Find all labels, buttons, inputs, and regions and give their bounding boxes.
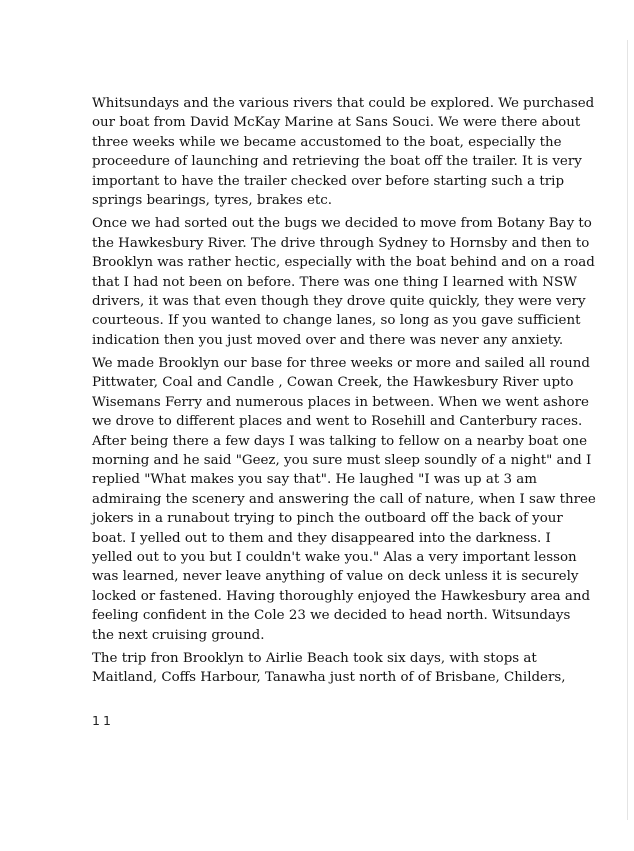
text-line: replied "What makes you say that". He laughed "I was up at 3 am <box>92 472 537 488</box>
text-line: the next cruising ground. <box>92 627 265 643</box>
text-line: indication then you just moved over and there was never any anxiety. <box>92 332 564 348</box>
page-number: 11 <box>92 713 114 728</box>
text-line: courteous. If you wanted to change lanes, so long as you gave sufficient <box>92 313 581 329</box>
text-line: yelled out to you but I couldn't wake you." Alas a very important lesson <box>92 549 577 565</box>
text-line: Pittwater, Coal and Candle , Cowan Creek, the Hawkesbury River upto <box>92 375 574 391</box>
text-line: important to have the trailer checked over before starting such a trip <box>92 173 565 189</box>
text-line: drivers, it was that even though they drove quite quickly, they were very <box>92 293 586 309</box>
text-line: springs bearings, tyres, brakes etc. <box>92 192 333 208</box>
text-line: that I had not been on before. There was one thing I learned with NSW <box>92 274 577 290</box>
text-line: proceedure of launching and retrieving the boat off the trailer. It is very <box>92 154 582 170</box>
text-line: We made Brooklyn our base for three weeks or more and sailed all round <box>92 356 590 372</box>
text-line: Wisemans Ferry and numerous places in between. When we went ashore <box>92 394 589 410</box>
paragraph-2 <box>92 214 595 350</box>
text-line: three weeks while we became accustomed to the boat, especially the <box>92 134 562 150</box>
text-line: morning and he said "Geez, you sure must sleep soundly of a night" and I <box>92 453 592 469</box>
text-line: Once we had sorted out the bugs we decided to move from Botany Bay to <box>92 216 592 232</box>
text-line: our boat from David McKay Marine at Sans Souci. We were there about <box>92 115 581 131</box>
paragraph-1 <box>92 94 595 210</box>
paragraph-3 <box>92 354 596 645</box>
body-text <box>92 94 596 692</box>
text-line: The trip fron Brooklyn to Airlie Beach took six days, with stops at <box>92 650 537 666</box>
text-line: After being there a few days I was talking to fellow on a nearby boat one <box>92 433 588 449</box>
text-line: we drove to different places and went to Rosehill and Canterbury races. <box>92 414 583 430</box>
text-line: Maitland, Coffs Harbour, Tanawha just north of of Brisbane, Childers, <box>92 670 566 686</box>
text-line: boat. I yelled out to them and they disappeared into the darkness. I <box>92 530 551 546</box>
text-line: jokers in a runabout trying to pinch the outboard off the back of your <box>92 511 563 527</box>
text-line: locked or fastened. Having thoroughly enjoyed the Hawkesbury area and <box>92 588 591 604</box>
text-line: admiraing the scenery and answering the call of nature, when I saw three <box>92 491 596 507</box>
text-line: feeling confident in the Cole 23 we decided to head north. Witsundays <box>92 608 571 624</box>
text-line: was learned, never leave anything of value on deck unless it is securely <box>92 569 579 585</box>
text-line: the Hawkesbury River. The drive through Sydney to Hornsby and then to <box>92 235 590 251</box>
paragraph-4 <box>92 649 586 688</box>
text-line: Brooklyn was rather hectic, especially with the boat behind and on a road <box>92 255 595 271</box>
scan-edge-line <box>627 40 628 820</box>
text-line: Whitsundays and the various rivers that could be explored. We purchased <box>92 96 595 111</box>
